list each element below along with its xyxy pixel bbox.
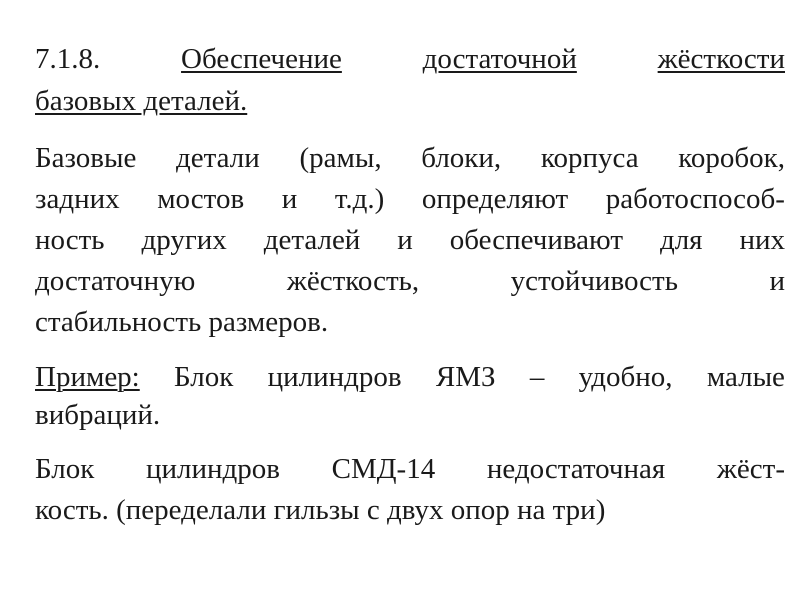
word: них: [739, 224, 785, 256]
paragraph-text: стабильность размеров.: [35, 306, 329, 338]
word: (рамы,: [299, 142, 382, 174]
example-line-1: [35, 360, 785, 394]
word: мостов: [157, 183, 245, 215]
example-line-2: [35, 398, 785, 432]
word: определяют: [421, 183, 569, 215]
paragraph-1-line-4: [35, 264, 785, 298]
word: –: [529, 361, 545, 393]
paragraph-1-line-3: [35, 223, 785, 257]
word: работоспособ-: [605, 183, 785, 215]
word: цилиндров: [267, 361, 402, 393]
paragraph-2-line-1: [35, 452, 785, 486]
word: детали: [176, 142, 260, 174]
word: для: [659, 224, 703, 256]
word: цилиндров: [145, 453, 280, 485]
word: недостаточная: [486, 453, 666, 485]
word: жёст-: [716, 453, 785, 485]
section-heading-line-2: [35, 84, 785, 118]
section-title-end: базовых деталей.: [35, 85, 248, 117]
paragraph-1-line-5: [35, 305, 785, 339]
word: Базовые: [35, 142, 137, 174]
paragraph-2-line-2: [35, 493, 785, 527]
word: задних: [35, 183, 120, 215]
paragraph-1-line-2: [35, 182, 785, 216]
paragraph-1-line-1: [35, 141, 785, 175]
section-number: 7.1.8.: [35, 43, 101, 75]
word: жёсткость,: [286, 265, 420, 297]
word: обеспечивают: [449, 224, 623, 256]
word: деталей: [263, 224, 361, 256]
word: корпуса: [540, 142, 639, 174]
word: устойчивость: [510, 265, 678, 297]
word: СМД-14: [331, 453, 436, 485]
word: достаточную: [35, 265, 196, 297]
word: других: [141, 224, 227, 256]
word: ЯМЗ: [435, 361, 496, 393]
word: и: [281, 183, 298, 215]
word: малые: [706, 361, 785, 393]
word: и: [769, 265, 785, 297]
section-title-word: Обеспечение: [181, 43, 342, 75]
paragraph-text: кость. (переделали гильзы с двух опор на три): [35, 494, 606, 526]
section-title-word: достаточной: [422, 43, 577, 75]
word: Блок: [174, 361, 234, 393]
section-title-word: жёсткости: [657, 43, 785, 75]
word: удобно,: [578, 361, 673, 393]
word: и: [397, 224, 413, 256]
word: т.д.): [334, 183, 385, 215]
word: Блок: [35, 453, 95, 485]
section-heading-line-1: [35, 42, 785, 76]
example-text: вибраций.: [35, 399, 161, 431]
word: блоки,: [421, 142, 502, 174]
word: ность: [35, 224, 105, 256]
word: коробок,: [678, 142, 785, 174]
example-label: Пример:: [35, 361, 140, 393]
